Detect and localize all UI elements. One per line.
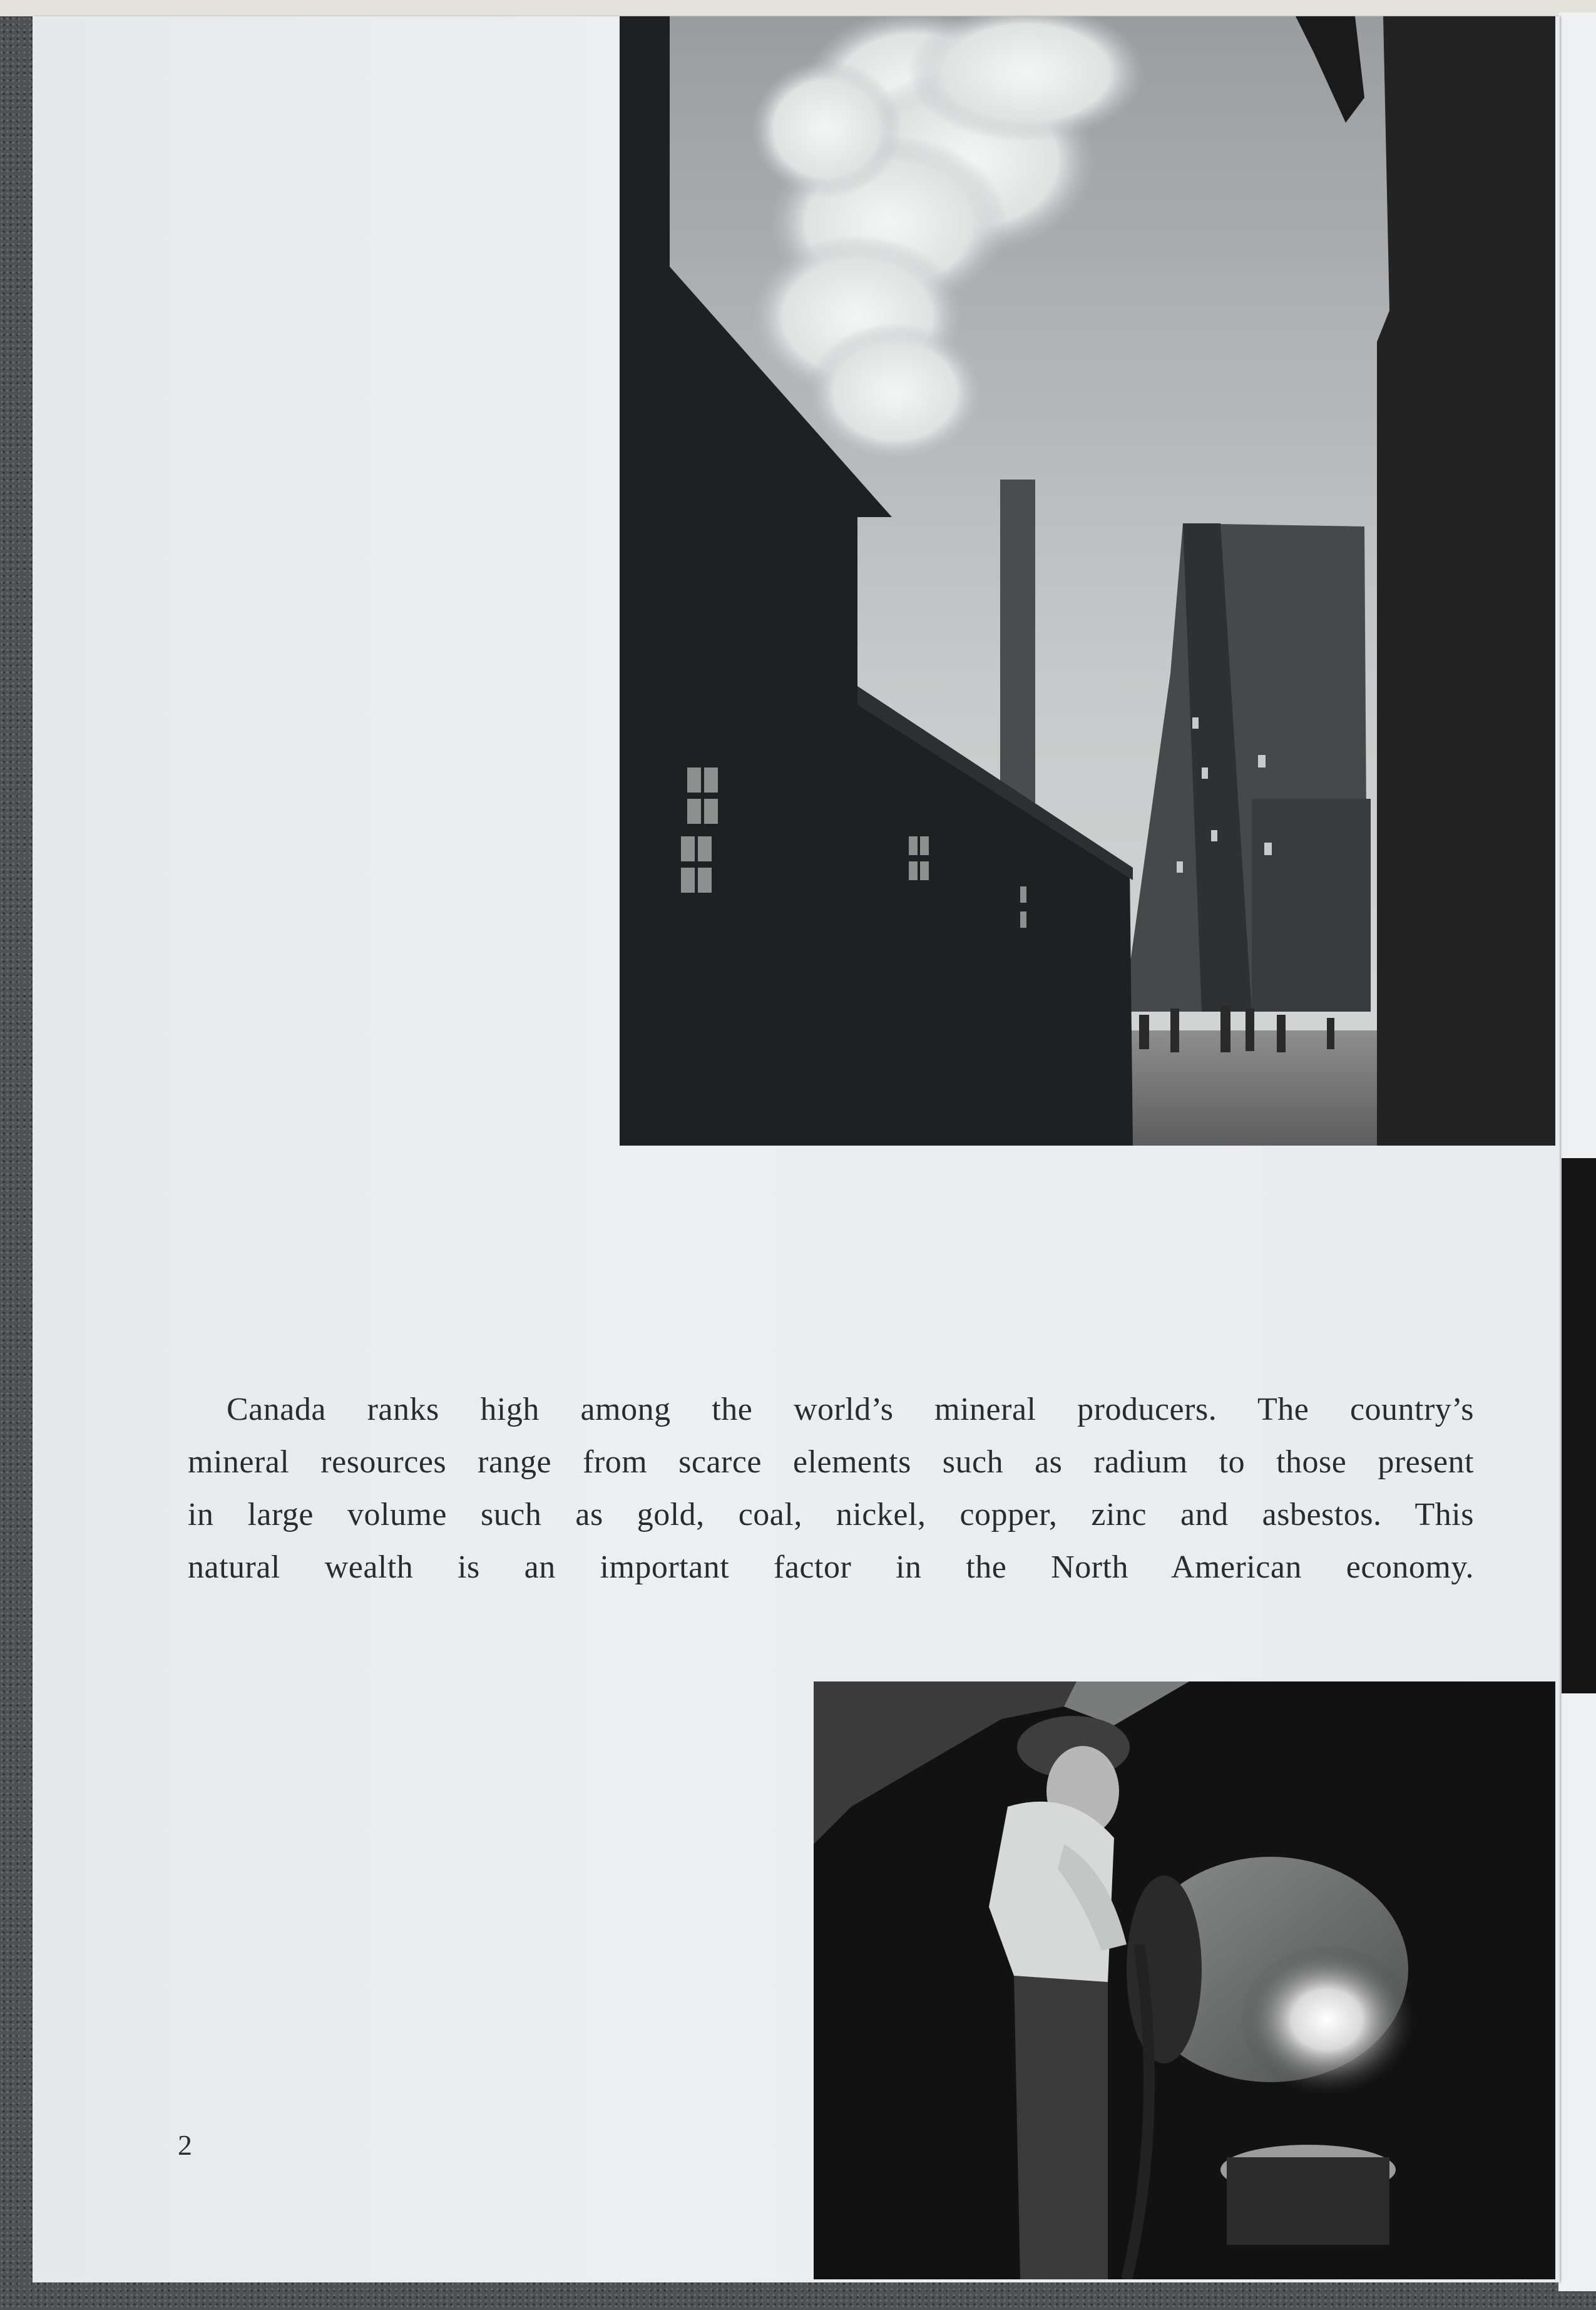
paragraph-line-3: in large volume such as gold, coal, nickel, copper, zinc and asbestos. This bbox=[188, 1497, 1474, 1532]
mine-headframe-photo bbox=[620, 16, 1555, 1146]
paragraph-line-4: natural wealth is an important factor in the North American economy. bbox=[188, 1549, 1474, 1585]
smelter-worker-illustration bbox=[814, 1681, 1555, 2279]
paragraph-line-1: Canada ranks high among the world’s mineral producers. The country’s bbox=[227, 1392, 1474, 1427]
page-number: 2 bbox=[178, 2129, 192, 2161]
adjacent-page-dark-block bbox=[1562, 1158, 1596, 1693]
mine-headframe-illustration bbox=[620, 16, 1555, 1146]
body-paragraph bbox=[188, 1383, 1474, 1594]
adjacent-page-edge bbox=[1558, 13, 1596, 2291]
smokestack bbox=[1000, 480, 1035, 805]
paragraph-line-2: mineral resources range from scarce elements such as radium to those present bbox=[188, 1444, 1474, 1480]
molten-glow bbox=[1239, 1944, 1414, 2095]
smelter-worker-photo bbox=[814, 1681, 1555, 2279]
top-edge-strip bbox=[0, 0, 1596, 16]
